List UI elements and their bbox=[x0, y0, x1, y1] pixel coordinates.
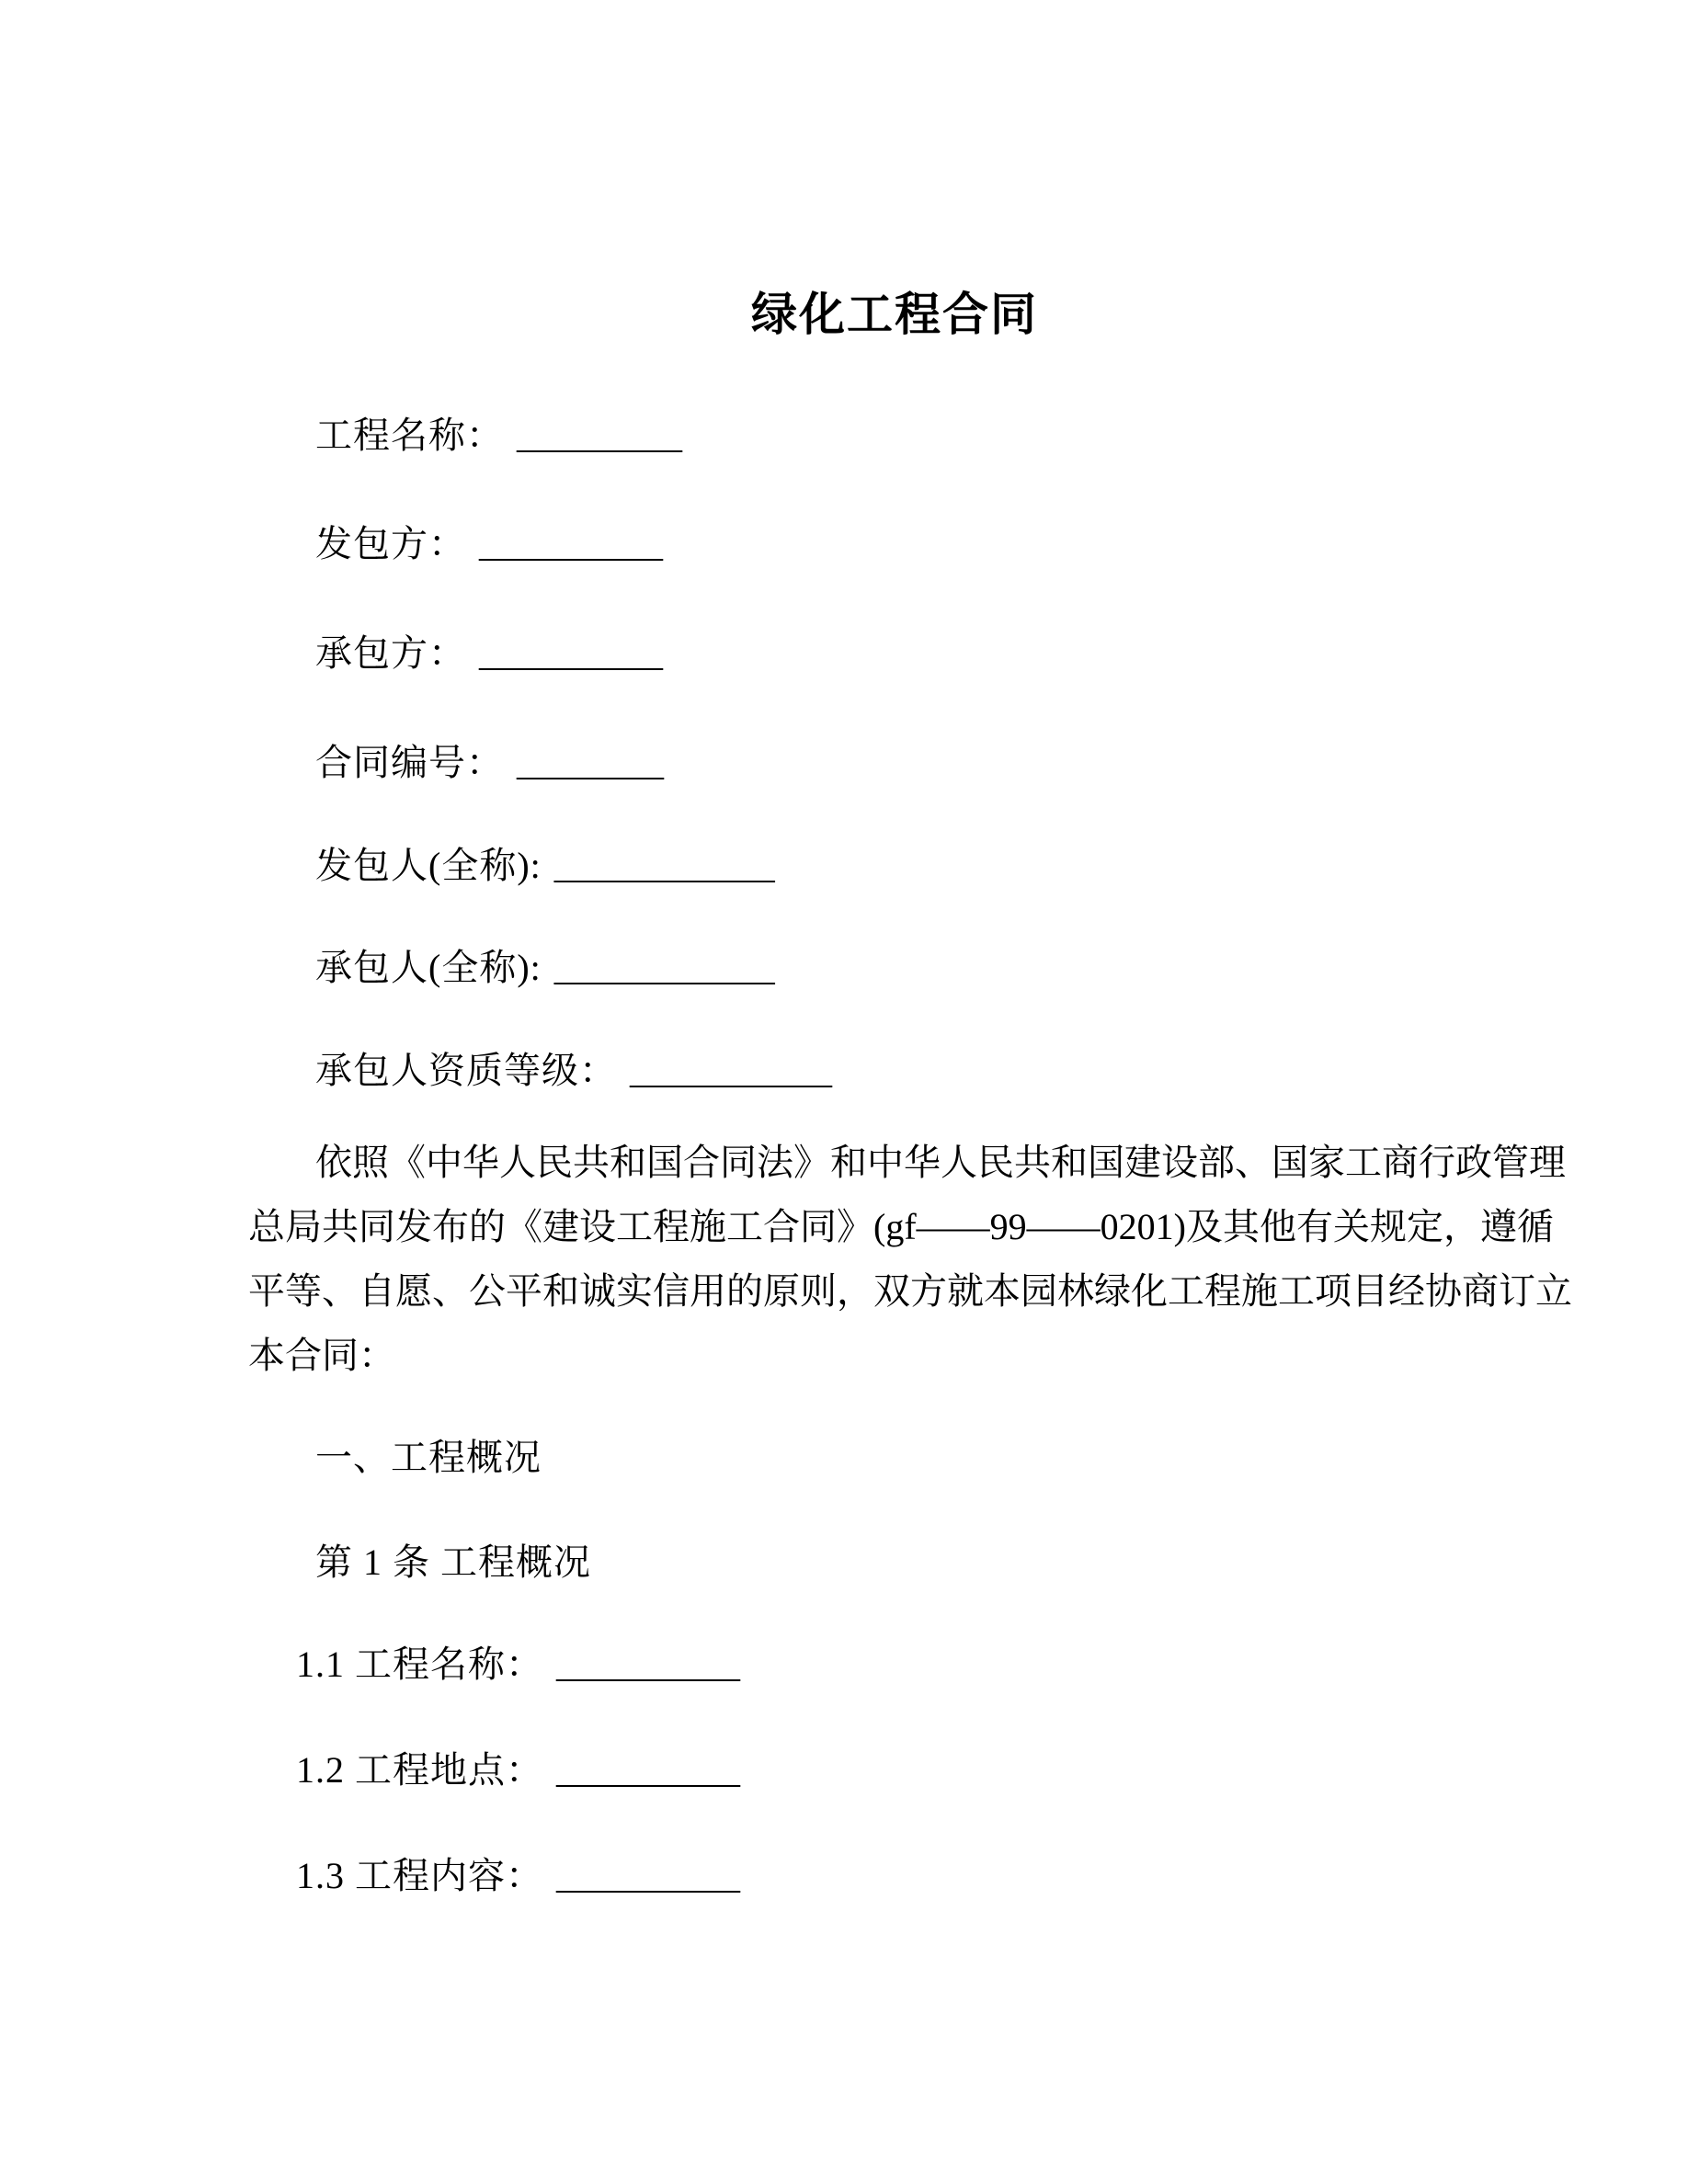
field-label-contracting-party: 承包方： bbox=[315, 632, 466, 674]
field-label-contractor-qualification: 承包人资质等级： bbox=[315, 1050, 617, 1091]
clause-row-project-content bbox=[0, 1852, 1440, 1900]
clause-label-project-content: 1.3 工程内容： bbox=[296, 1855, 543, 1896]
field-row-issuing-party bbox=[0, 520, 1440, 568]
clause-blank-project-content[interactable]: __________ bbox=[556, 1855, 740, 1896]
field-row-employer-full-name bbox=[0, 842, 1440, 890]
preamble-paragraph bbox=[248, 1131, 1572, 1388]
clause-label-project-name: 1.1 工程名称： bbox=[296, 1644, 543, 1685]
section-heading-text: 一、工程概况 bbox=[315, 1437, 542, 1478]
preamble-line-1: 依照《中华人民共和国合同法》和中华人民共和国建设部、国家工商行政管理 bbox=[315, 1142, 1566, 1183]
clause-blank-project-location[interactable]: __________ bbox=[556, 1749, 740, 1791]
field-row-contractor-qualification bbox=[0, 1047, 1440, 1095]
section-heading-project-overview bbox=[0, 1434, 1440, 1482]
preamble-line-2: 总局共同发布的《建设工程施工合同》(gf——99——0201)及其他有关规定，遵循 bbox=[248, 1206, 1554, 1247]
field-label-issuing-party: 发包方： bbox=[315, 523, 466, 564]
field-row-contract-number bbox=[0, 739, 1440, 787]
preamble-line-3: 平等、自愿、公平和诚实信用的原则，双方就本园林绿化工程施工项目经协商订立 bbox=[248, 1270, 1572, 1312]
clause-row-project-location bbox=[0, 1746, 1440, 1794]
field-blank-contracting-party[interactable]: __________ bbox=[479, 632, 663, 674]
document-title: 绿化工程合同 bbox=[751, 289, 1038, 340]
clause-heading-article-1 bbox=[0, 1539, 1440, 1587]
field-row-contracting-party bbox=[0, 630, 1440, 677]
field-label-contractor-full-name: 承包人(全称): bbox=[315, 947, 542, 988]
field-label-employer-full-name: 发包人(全称): bbox=[315, 845, 542, 886]
field-label-project-name: 工程名称： bbox=[315, 415, 504, 456]
field-row-contractor-full-name bbox=[0, 944, 1440, 992]
clause-label-project-location: 1.2 工程地点： bbox=[296, 1749, 543, 1791]
field-blank-project-name[interactable]: _________ bbox=[517, 415, 682, 456]
field-blank-contractor-qualification[interactable]: ___________ bbox=[630, 1050, 832, 1091]
field-blank-issuing-party[interactable]: __________ bbox=[479, 523, 663, 564]
clause-blank-project-name[interactable]: __________ bbox=[556, 1644, 740, 1685]
clause-heading-text: 第 1 条 工程概况 bbox=[315, 1541, 591, 1583]
field-blank-contract-number[interactable]: ________ bbox=[517, 742, 664, 783]
field-row-project-name bbox=[0, 412, 1440, 460]
field-label-contract-number: 合同编号： bbox=[315, 742, 504, 783]
field-blank-contractor-full-name[interactable]: ____________ bbox=[553, 947, 775, 988]
preamble-line-4: 本合同： bbox=[248, 1335, 395, 1376]
field-blank-employer-full-name[interactable]: ____________ bbox=[553, 845, 775, 886]
clause-row-project-name bbox=[0, 1641, 1440, 1689]
